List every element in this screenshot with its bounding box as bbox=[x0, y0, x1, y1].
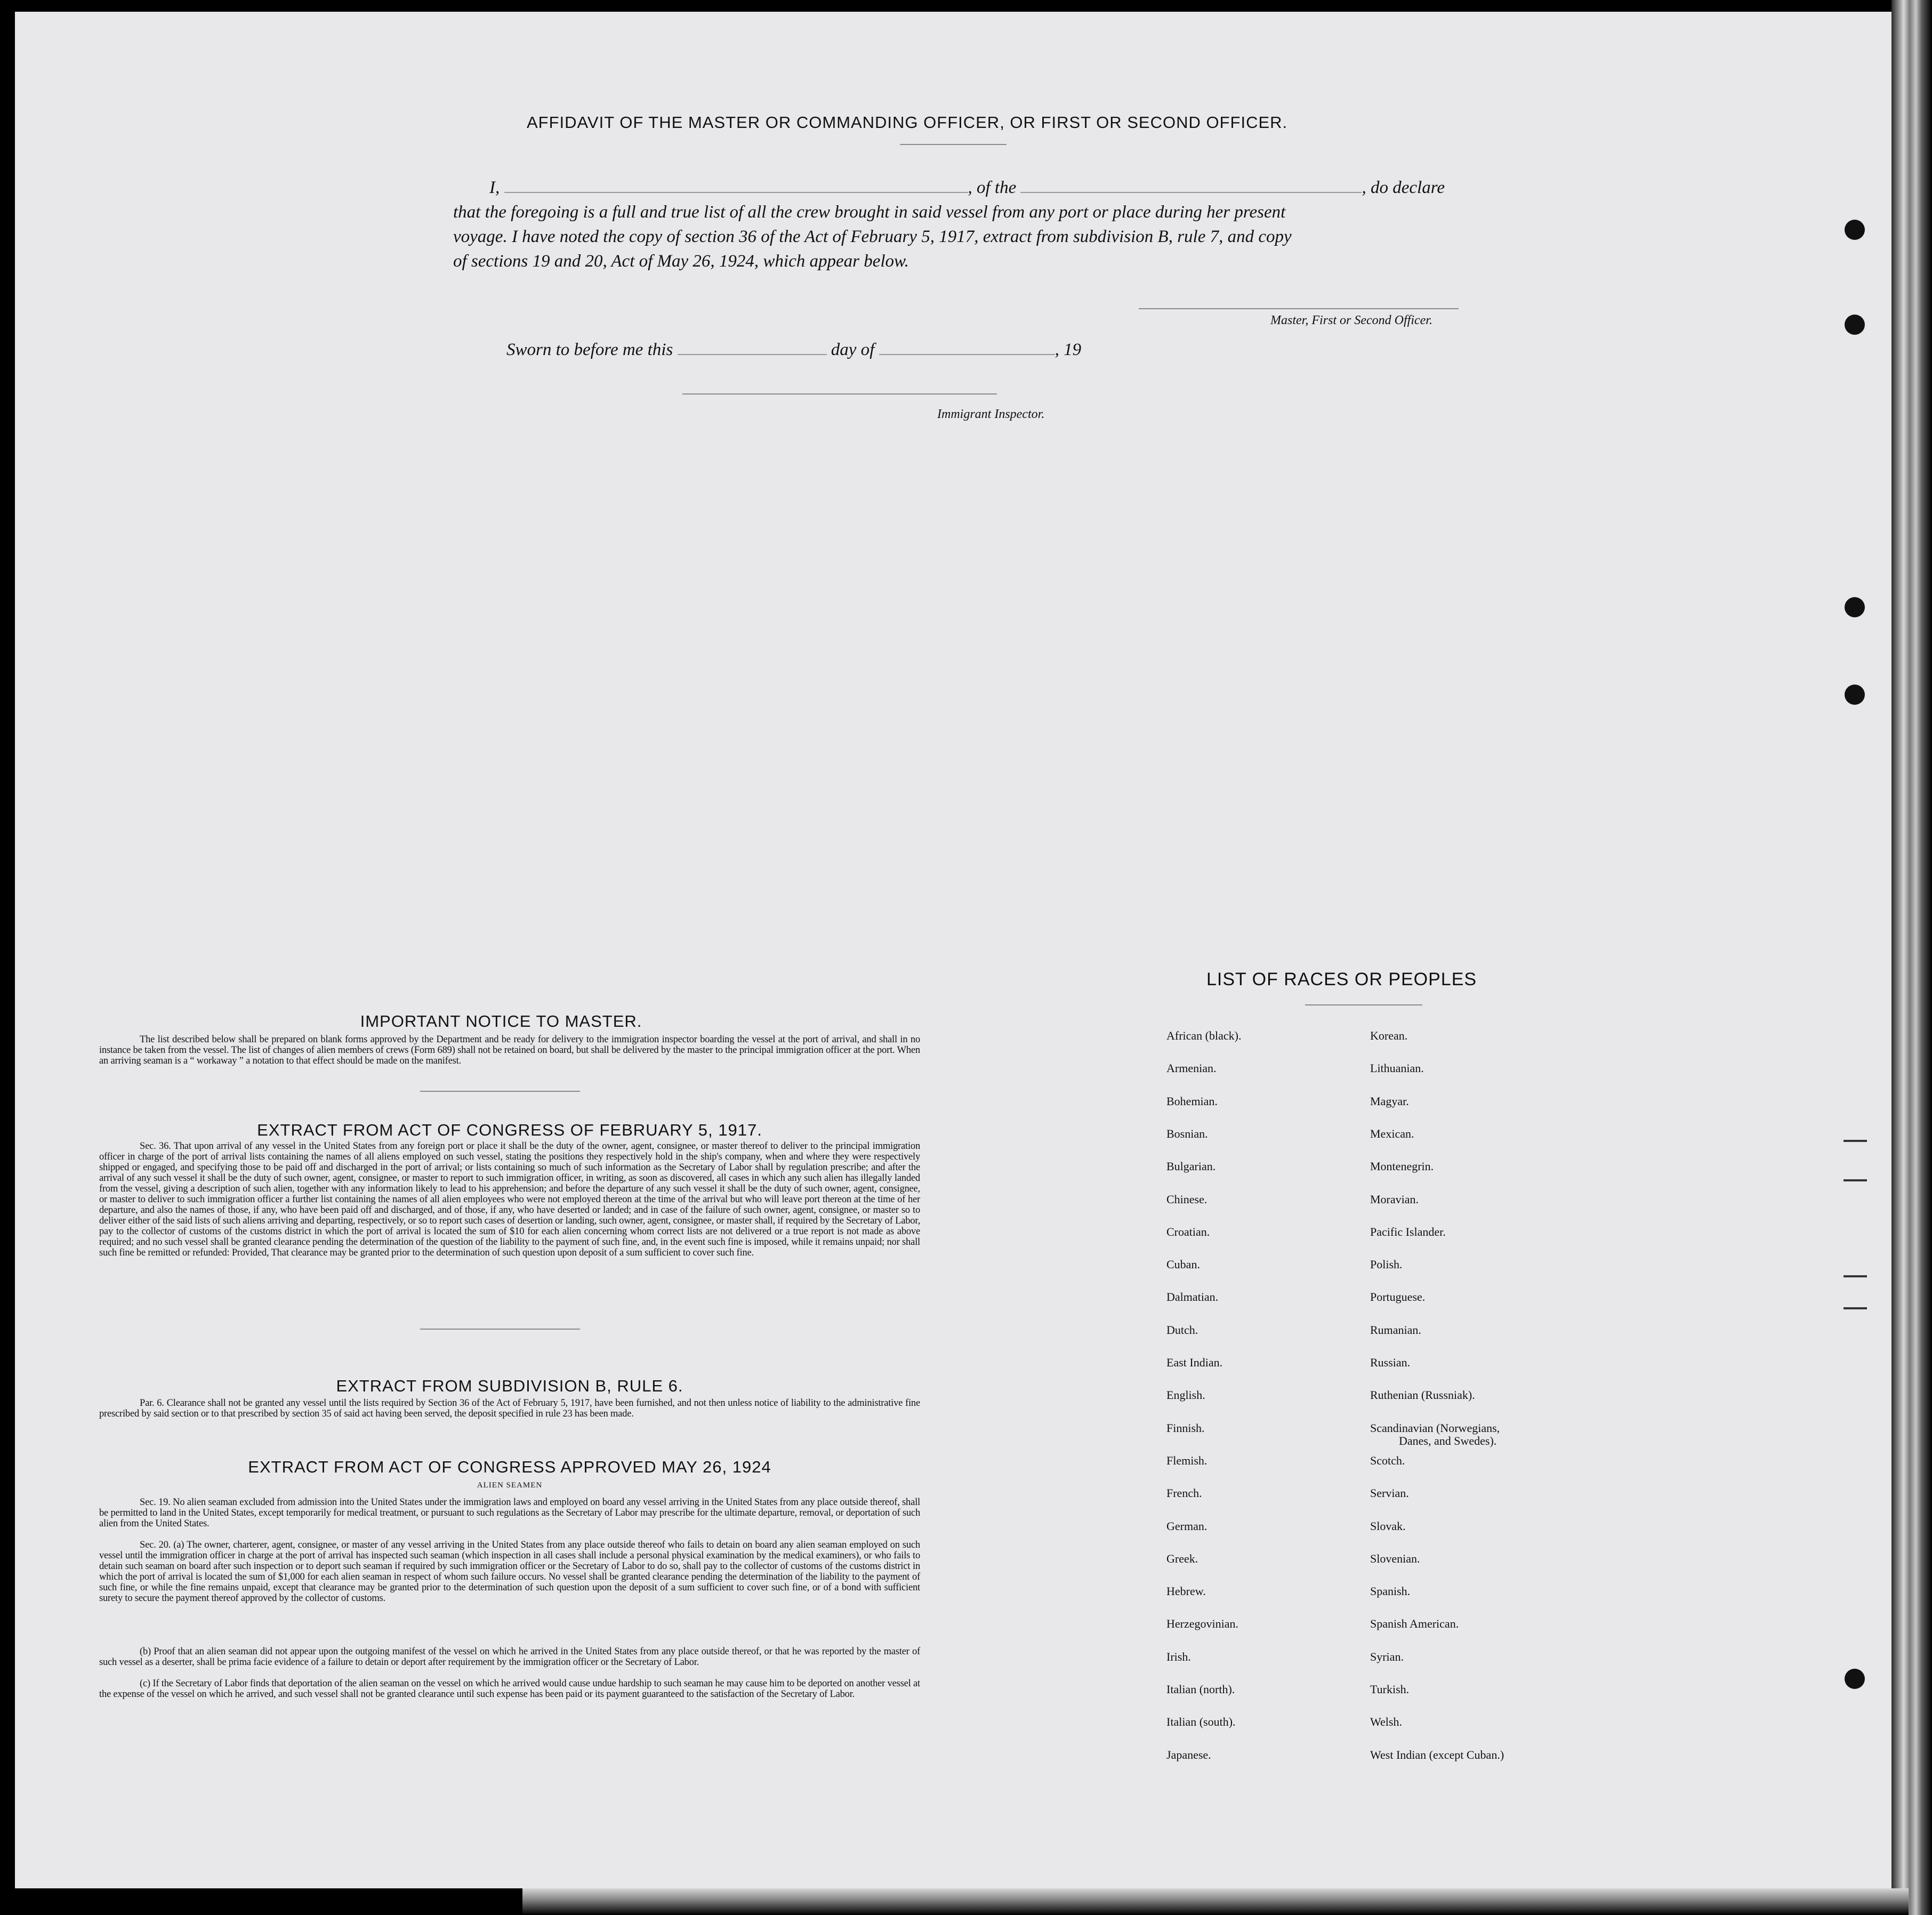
race-item: Lithuanian. bbox=[1370, 1061, 1424, 1075]
affidavit-line-2: that the foregoing is a full and true list of all the crew brought in said vessel from any port or place during her present bbox=[453, 203, 1286, 222]
page-stack-edge bbox=[1891, 0, 1932, 1915]
affidavit-line-1 bbox=[489, 178, 1445, 198]
master-label: Master, First or Second Officer. bbox=[1270, 313, 1432, 327]
race-item: West Indian (except Cuban.) bbox=[1370, 1748, 1504, 1761]
edge-mark bbox=[1844, 1179, 1867, 1181]
race-item: Greek. bbox=[1166, 1551, 1198, 1565]
sec-20a-text: Sec. 20. (a) The owner, charterer, agent, consignee, or master of any vessel arriving in the United States from any place outside thereof who fails to detain on board any alien seaman employed on such vessel until the immigration officer in charge at the port of arrival has inspected such seaman (which inspection in all cases shall include a personal physical examination by the medical examiners), or who fails to detain such seaman on board after such inspection or to deport such seaman if required by such immigration officer or the Secretary of Labor to do so, shall pay to the collector of customs of the customs district in which the port of arrival is located the sum of $1,000 for each alien seaman in respect of whom such failure occurs. No vessel shall be granted clearance pending the determination of the liability to the payment of such fine, or while the fine remains unpaid, except that clearance may be granted prior to the determination of such question upon the deposit of a sum sufficient to cover such fine, or of a bond with sufficient surety to secure the payment thereof approved by the collector of customs. bbox=[99, 1540, 920, 1604]
sworn-day-blank bbox=[678, 354, 827, 355]
race-item: Cuban. bbox=[1166, 1258, 1200, 1272]
race-item: Dutch. bbox=[1166, 1323, 1198, 1337]
sworn-text: Sworn to before me this bbox=[506, 340, 673, 359]
race-item: German. bbox=[1166, 1519, 1207, 1533]
sec-20b-text: (b) Proof that an alien seaman did not appear upon the outgoing manifest of the vessel on which he arrived in the United States from any place outside thereof, or that he was reported by the master of such vessel as a deserter, shall be prima facie evidence of a failure to detain or deport after requirement by the immigration officer or the Secretary of Labor. bbox=[99, 1646, 920, 1668]
race-item: Mexican. bbox=[1370, 1127, 1414, 1140]
race-item: Pacific Islander. bbox=[1370, 1225, 1446, 1238]
race-item: Danes, and Swedes). bbox=[1399, 1434, 1497, 1447]
page-stack-bottom bbox=[522, 1888, 1909, 1915]
race-item: French. bbox=[1166, 1486, 1202, 1500]
race-item: Spanish American. bbox=[1370, 1617, 1459, 1631]
alien-seamen-subtitle: ALIEN SEAMEN bbox=[477, 1481, 543, 1490]
race-item: Russian. bbox=[1370, 1356, 1411, 1369]
rule-6-title: EXTRACT FROM SUBDIVISION B, RULE 6. bbox=[336, 1377, 683, 1395]
year-text: , 19 bbox=[1054, 340, 1082, 359]
edge-mark bbox=[1844, 1307, 1867, 1309]
races-title: LIST OF RACES OR PEOPLES bbox=[1206, 969, 1477, 989]
notice-text: The list described below shall be prepared on blank forms approved by the Department and be ready for delivery to the immigration inspector boarding the vessel at the port of arrival, and shall in no instance be taken from the vessel. The list of changes of alien members of crews (Form 689) shall not be retained on board, but shall be delivered by the master to the principal immigration officer at the port. When an arriving seaman is a “ workaway ” a notation to that effect should be made on the manifest. bbox=[99, 1034, 920, 1066]
race-item: Polish. bbox=[1370, 1258, 1403, 1272]
race-item: Croatian. bbox=[1166, 1225, 1210, 1238]
race-item: Herzegovinian. bbox=[1166, 1617, 1238, 1631]
races-divider bbox=[1305, 1004, 1422, 1005]
extract-1917-divider bbox=[420, 1329, 580, 1330]
affidavit-of-the: , of the bbox=[968, 178, 1017, 197]
sec-19-text: Sec. 19. No alien seaman excluded from admission into the United States under the immigration laws and employed on board any vessel arriving in the United States from any place outside thereof, shall be permitted to land in the United States, except temporarily for medical treatment, or pursuant to such regulations as the Secretary of Labor may prescribe for the ultimate departure, removal, or deportation of such alien from the United States. bbox=[99, 1497, 920, 1529]
race-item: Hebrew. bbox=[1166, 1584, 1206, 1598]
edge-mark bbox=[1844, 1275, 1867, 1277]
title-underline bbox=[900, 144, 1007, 145]
affidavit-i: I, bbox=[489, 178, 500, 197]
sworn-month-blank bbox=[879, 354, 1055, 355]
race-item: East Indian. bbox=[1166, 1356, 1223, 1369]
race-item: Italian (north). bbox=[1166, 1683, 1235, 1696]
affidavit-line-4: of sections 19 and 20, Act of May 26, 1924, which appear below. bbox=[453, 252, 909, 271]
edge-mark bbox=[1844, 1140, 1867, 1142]
race-item: Servian. bbox=[1370, 1486, 1409, 1500]
race-item: Scandinavian (Norwegians, bbox=[1370, 1421, 1500, 1435]
binder-hole bbox=[1845, 220, 1865, 240]
race-item: Flemish. bbox=[1166, 1453, 1207, 1467]
race-item: Bosnian. bbox=[1166, 1127, 1208, 1140]
extract-1917-title: EXTRACT FROM ACT OF CONGRESS OF FEBRUARY 5, 1917. bbox=[257, 1121, 762, 1139]
race-item: Scotch. bbox=[1370, 1453, 1405, 1467]
race-item: Portuguese. bbox=[1370, 1290, 1426, 1304]
document-page bbox=[15, 12, 1891, 1888]
race-item: Moravian. bbox=[1370, 1192, 1419, 1206]
race-item: Armenian. bbox=[1166, 1061, 1217, 1075]
extract-1924-title: EXTRACT FROM ACT OF CONGRESS APPROVED MAY 26, 1924 bbox=[248, 1458, 771, 1476]
affidavit-line-3: voyage. I have noted the copy of section 36 of the Act of February 5, 1917, extract from subdivision B, rule 7, and copy bbox=[453, 227, 1292, 246]
race-item: Bulgarian. bbox=[1166, 1160, 1216, 1173]
binder-hole bbox=[1845, 315, 1865, 335]
extract-1917-text: Sec. 36. That upon arrival of any vessel in the United States from any foreign port or place it shall be the duty of the owner, agent, consignee, or master thereof to deliver to the principal immigration officer in charge of the port of arrival lists containing the names of all aliens employed on such vessel, stating the positions they respectively hold in the ship's company, when and where they were respectively shipped or engaged, and specifying those to be paid off and discharged in the port of arrival; or lists containing so much of such information as the Secretary of Labor shall by regulation prescribe; and after the arrival of any such vessel it shall be the duty of such owner, agent, consignee, or master to report to such immigration officer, in writing, as soon as discovered, all cases in which any such alien has illegally landed from the vessel, giving a description of such alien, together with any information likely to lead to his apprehension; and before the departure of any such vessel it shall be the duty of such owner, agent, consignee, or master to deliver to such immigration officer a further list containing the names of all alien employees who were not employed thereon at the time of the arrival but who will leave port thereon at the time of her departure, and also the names of those, if any, who have been paid off and discharged, and of those, if any, who have deserted or landed; and in case of the failure of such owner, agent, consignee, or master so to deliver either of the said lists of such aliens arriving and departing, respectively, or so to report such cases of desertion or landing, such owner, agent, consignee, or master shall, if required by the Secretary of Labor, pay to the collector of customs of the customs district in which the port of arrival is located the sum of $10 for each alien concerning whom correct lists are not delivered or a true report is not made as above required; and no such vessel shall be granted clearance pending the determination of the question of the liability to the payment of such fine, and, in the event such fine is imposed, while it remains unpaid; nor shall such fine be remitted or refunded: Provided, That clearance may be granted prior to the determination of such question upon deposit of a sum sufficient to cover such fine. bbox=[99, 1141, 920, 1258]
notice-divider bbox=[420, 1091, 580, 1092]
race-item: Ruthenian (Russniak). bbox=[1370, 1388, 1475, 1402]
day-of-text: day of bbox=[831, 340, 875, 359]
race-item: Irish. bbox=[1166, 1650, 1191, 1663]
race-item: English. bbox=[1166, 1388, 1205, 1402]
sec-20c-text: (c) If the Secretary of Labor finds that deportation of the alien seaman on the vessel on which he arrived would cause undue hardship to such seaman he may cause him to be deported on another vessel at the expense of the vessel on which he arrived, and such vessel shall not be granted clearance until such expense has been paid or its payment guaranteed to the satisfaction of the Secretary of Labor. bbox=[99, 1678, 920, 1700]
race-item: Welsh. bbox=[1370, 1715, 1402, 1729]
sworn-line bbox=[506, 340, 1081, 360]
race-item: Syrian. bbox=[1370, 1650, 1404, 1663]
race-item: Japanese. bbox=[1166, 1748, 1211, 1761]
notice-title: IMPORTANT NOTICE TO MASTER. bbox=[360, 1012, 642, 1031]
race-item: Turkish. bbox=[1370, 1683, 1410, 1696]
race-item: Slovak. bbox=[1370, 1519, 1406, 1533]
rule-6-text: Par. 6. Clearance shall not be granted any vessel until the lists required by Section 36 of the Act of February 5, 1917, have been furnished, and not then unless notice of liability to the administrative fine prescribed by said section or to that prescribed by section 35 of said act having been served, the deposit specified in rule 23 has been made. bbox=[99, 1398, 920, 1419]
race-item: Rumanian. bbox=[1370, 1323, 1421, 1337]
race-item: Spanish. bbox=[1370, 1584, 1411, 1598]
inspector-signature-line bbox=[682, 393, 997, 395]
binder-hole bbox=[1845, 597, 1865, 617]
race-item: Dalmatian. bbox=[1166, 1290, 1219, 1304]
inspector-label: Immigrant Inspector. bbox=[937, 407, 1045, 421]
vessel-blank bbox=[1020, 192, 1362, 193]
binder-hole bbox=[1845, 685, 1865, 705]
race-item: Italian (south). bbox=[1166, 1715, 1236, 1729]
race-item: Magyar. bbox=[1370, 1094, 1409, 1108]
binder-hole bbox=[1845, 1669, 1865, 1689]
race-item: Slovenian. bbox=[1370, 1551, 1420, 1565]
race-item: African (black). bbox=[1166, 1029, 1242, 1042]
name-blank bbox=[504, 192, 968, 193]
race-item: Montenegrin. bbox=[1370, 1160, 1434, 1173]
affidavit-title: AFFIDAVIT OF THE MASTER OR COMMANDING OFFICER, OR FIRST OR SECOND OFFICER. bbox=[527, 113, 1288, 132]
race-item: Finnish. bbox=[1166, 1421, 1205, 1435]
master-signature-line bbox=[1139, 308, 1459, 309]
race-item: Bohemian. bbox=[1166, 1094, 1218, 1108]
race-item: Chinese. bbox=[1166, 1192, 1207, 1206]
race-item: Korean. bbox=[1370, 1029, 1408, 1042]
affidavit-declare: , do declare bbox=[1362, 178, 1445, 197]
